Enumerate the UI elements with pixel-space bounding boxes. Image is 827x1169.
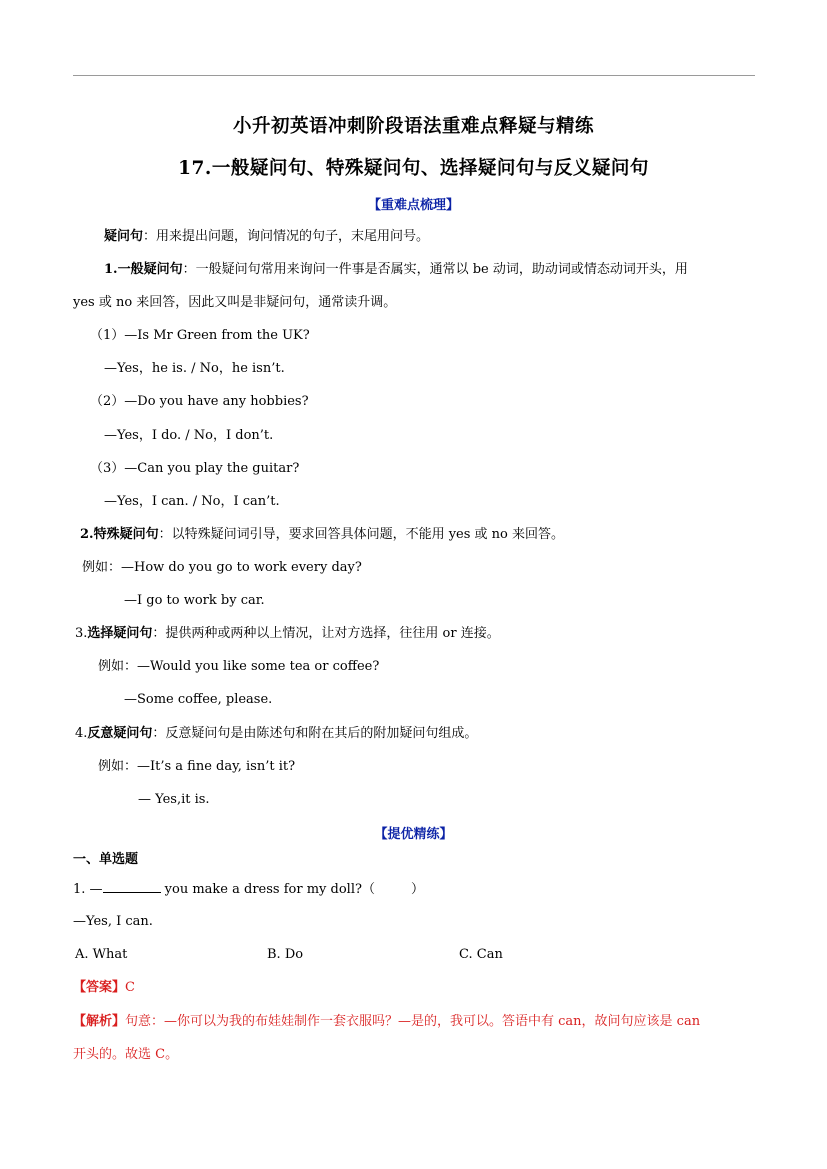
- example-3-question: （3）—Can you play the guitar?: [90, 461, 300, 476]
- paragraph-special: [80, 526, 564, 544]
- tag-example-question: 例如：—It’s a fine day, isn’t it?: [98, 759, 296, 774]
- intro-label: 疑问句: [104, 229, 144, 244]
- tag-example-answer: — Yes,it is.: [138, 792, 210, 807]
- subheading-single-choice: 一、单选题: [73, 852, 139, 867]
- paragraph-yes-no: [104, 261, 688, 279]
- question-1-prefix: 1. —: [73, 882, 103, 897]
- answer-blank: [103, 880, 161, 893]
- yes-no-label: 1.一般疑问句: [104, 262, 183, 277]
- example-1-answer: —Yes，he is. / No，he isn’t.: [104, 361, 285, 376]
- answer-label: 【答案】: [73, 980, 126, 995]
- answer-line: [73, 979, 135, 997]
- intro-paragraph: [104, 228, 429, 246]
- example-2-question: （2）—Do you have any hobbies?: [90, 394, 309, 409]
- analysis-label: 【解析】: [73, 1014, 126, 1029]
- paragraph-yes-no-cont: yes 或 no 来回答，因此又叫是非疑问句，通常读升调。: [73, 295, 397, 310]
- answer-value: C: [125, 980, 135, 995]
- alternative-prefix: 3.: [75, 626, 88, 641]
- page-subtitle: 17.一般疑问句、特殊疑问句、选择疑问句与反义疑问句: [178, 158, 649, 179]
- option-a: A. What: [75, 947, 128, 962]
- question-1: [73, 880, 424, 899]
- paragraph-tag: [75, 725, 477, 743]
- alternative-text: ：提供两种或两种以上情况，让对方选择，往往用 or 连接。: [152, 626, 500, 641]
- header-rule: [73, 75, 755, 76]
- special-label: 2.特殊疑问句: [80, 527, 159, 542]
- question-1-reply: —Yes, I can.: [73, 914, 153, 929]
- yes-no-text: ：一般疑问句常用来询问一件事是否属实，通常以 be 动词，助动词或情态动词开头，用: [182, 262, 688, 277]
- section-heading-practice: 【提优精练】: [374, 827, 453, 842]
- tag-label: 反意疑问句: [87, 726, 153, 741]
- page-title: 小升初英语冲刺阶段语法重难点释疑与精练: [232, 116, 594, 137]
- question-1-close: ）: [410, 882, 424, 897]
- analysis-line: [73, 1013, 700, 1031]
- analysis-line-cont: 开头的。故选 C。: [73, 1047, 179, 1062]
- paragraph-alternative: [75, 625, 500, 643]
- alternative-example-answer: —Some coffee, please.: [124, 692, 273, 707]
- alternative-label: 选择疑问句: [87, 626, 153, 641]
- section-heading-key-points: 【重难点梳理】: [367, 198, 459, 213]
- question-1-text: you make a dress for my doll?（: [160, 882, 375, 897]
- example-1-question: （1）—Is Mr Green from the UK?: [90, 328, 310, 343]
- option-b: B. Do: [267, 947, 304, 962]
- tag-prefix: 4.: [75, 726, 88, 741]
- tag-text: ：反意疑问句是由陈述句和附在其后的附加疑问句组成。: [152, 726, 478, 741]
- alternative-example-question: 例如：—Would you like some tea or coffee?: [98, 659, 380, 674]
- special-example-question: 例如：—How do you go to work every day?: [82, 560, 362, 575]
- example-2-answer: —Yes，I do. / No，I don’t.: [104, 428, 274, 443]
- example-3-answer: —Yes，I can. / No，I can’t.: [104, 494, 280, 509]
- option-c: C. Can: [459, 947, 503, 962]
- special-example-answer: —I go to work by car.: [124, 593, 265, 608]
- analysis-text: 句意：—你可以为我的布娃娃制作一套衣服吗？—是的，我可以。答语中有 can，故问句应该是 can: [125, 1014, 701, 1029]
- intro-text: ：用来提出问题，询问情况的句子，末尾用问号。: [143, 229, 430, 244]
- special-text: ：以特殊疑问词引导，要求回答具体问题，不能用 yes 或 no 来回答。: [158, 527, 565, 542]
